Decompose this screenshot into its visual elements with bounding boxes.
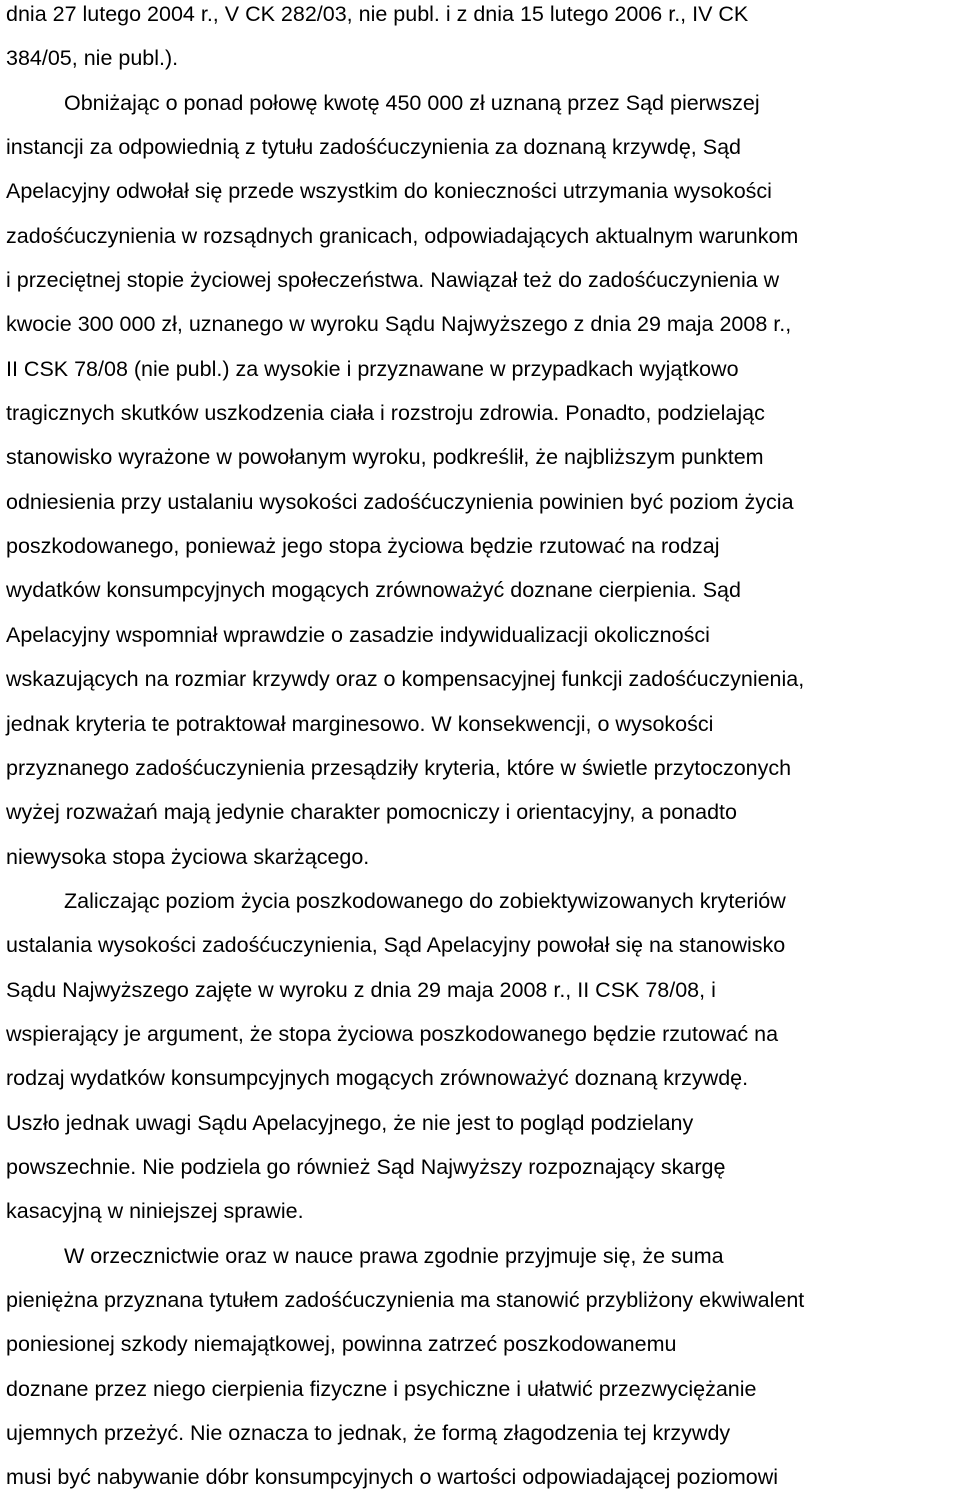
paragraph-first-line: Zaliczając poziom życia poszkodowanego do zobiektywizowanych kryteriów xyxy=(64,888,786,913)
text-line: instancji za odpowiednią z tytułu zadośćuczynienia za doznaną krzywdę, Sąd xyxy=(6,135,742,160)
text-line: kwocie 300 000 zł, uznanego w wyroku Sądu Najwyższego z dnia 29 maja 2008 r., xyxy=(6,312,792,337)
paragraph-first-line: W orzecznictwie oraz w nauce prawa zgodnie przyjmuje się, że suma xyxy=(64,1243,724,1268)
text-line: pieniężna przyznana tytułem zadośćuczynienia ma stanowić przybliżony ekwiwalent xyxy=(6,1287,805,1312)
text-line: ustalania wysokości zadośćuczynienia, Sąd Apelacyjny powołał się na stanowisko xyxy=(6,933,786,958)
text-line: kasacyjną w niniejszej sprawie. xyxy=(6,1199,304,1224)
text-line: wskazujących na rozmiar krzywdy oraz o kompensacyjnej funkcji zadośćuczynienia, xyxy=(6,667,805,692)
text-line: Apelacyjny odwołał się przede wszystkim do konieczności utrzymania wysokości xyxy=(6,179,772,204)
text-line: ujemnych przeżyć. Nie oznacza to jednak, że formą złagodzenia tej krzywdy xyxy=(6,1421,731,1445)
text-line: niewysoka stopa życiowa skarżącego. xyxy=(6,844,370,869)
text-line: tragicznych skutków uszkodzenia ciała i rozstroju zdrowia. Ponadto, podzielając xyxy=(6,401,765,426)
text-line: Sądu Najwyższego zajęte w wyroku z dnia 29 maja 2008 r., II CSK 78/08, i xyxy=(6,977,716,1002)
text-line: i przeciętnej stopie życiowej społeczeństwa. Nawiązał też do zadośćuczynienia w xyxy=(6,268,780,293)
text-line: musi być nabywanie dóbr konsumpcyjnych o wartości odpowiadającej poziomowi xyxy=(6,1465,778,1490)
text-line: II CSK 78/08 (nie publ.) za wysokie i przyznawane w przypadkach wyjątkowo xyxy=(6,356,739,381)
text-line: wspierający je argument, że stopa życiowa poszkodowanego będzie rzutować na xyxy=(6,1021,779,1046)
text-line: 384/05, nie publ.). xyxy=(6,46,179,71)
text-line: dnia 27 lutego 2004 r., V CK 282/03, nie publ. i z dnia 15 lutego 2006 r., IV CK xyxy=(6,2,749,26)
document-page xyxy=(6,0,960,1500)
text-line: zadośćuczynienia w rozsądnych granicach, odpowiadających aktualnym warunkom xyxy=(6,223,799,248)
text-line: stanowisko wyrażone w powołanym wyroku, podkreślił, że najbliższym punktem xyxy=(6,445,764,470)
text-line: jednak kryteria te potraktował marginesowo. W konsekwencji, o wysokości xyxy=(6,711,714,736)
text-line: wyżej rozważań mają jedynie charakter pomocniczy i orientacyjny, a ponadto xyxy=(6,800,737,825)
paragraph-first-line: Obniżając o ponad połowę kwotę 450 000 zł uznaną przez Sąd pierwszej xyxy=(64,90,760,115)
text-line: doznane przez niego cierpienia fizyczne i psychiczne i ułatwić przezwyciężanie xyxy=(6,1376,757,1401)
text-line: powszechnie. Nie podziela go również Sąd Najwyższy rozpoznający skargę xyxy=(6,1154,726,1179)
text-line: poszkodowanego, ponieważ jego stopa życiowa będzie rzutować na rodzaj xyxy=(6,534,720,559)
text-line: Apelacyjny wspomniał wprawdzie o zasadzie indywidualizacji okoliczności xyxy=(6,622,710,647)
text-line: przyznanego zadośćuczynienia przesądziły kryteria, które w świetle przytoczonych xyxy=(6,755,792,780)
text-line: rodzaj wydatków konsumpcyjnych mogących zrównoważyć doznaną krzywdę. xyxy=(6,1066,749,1091)
text-line: wydatków konsumpcyjnych mogących zrównoważyć doznane cierpienia. Sąd xyxy=(6,578,741,603)
text-line: poniesionej szkody niemajątkowej, powinna zatrzeć poszkodowanemu xyxy=(6,1332,677,1357)
text-line: Uszło jednak uwagi Sądu Apelacyjnego, że nie jest to pogląd podzielany xyxy=(6,1110,694,1135)
text-line: odniesienia przy ustalaniu wysokości zadośćuczynienia powinien być poziom życia xyxy=(6,489,794,514)
